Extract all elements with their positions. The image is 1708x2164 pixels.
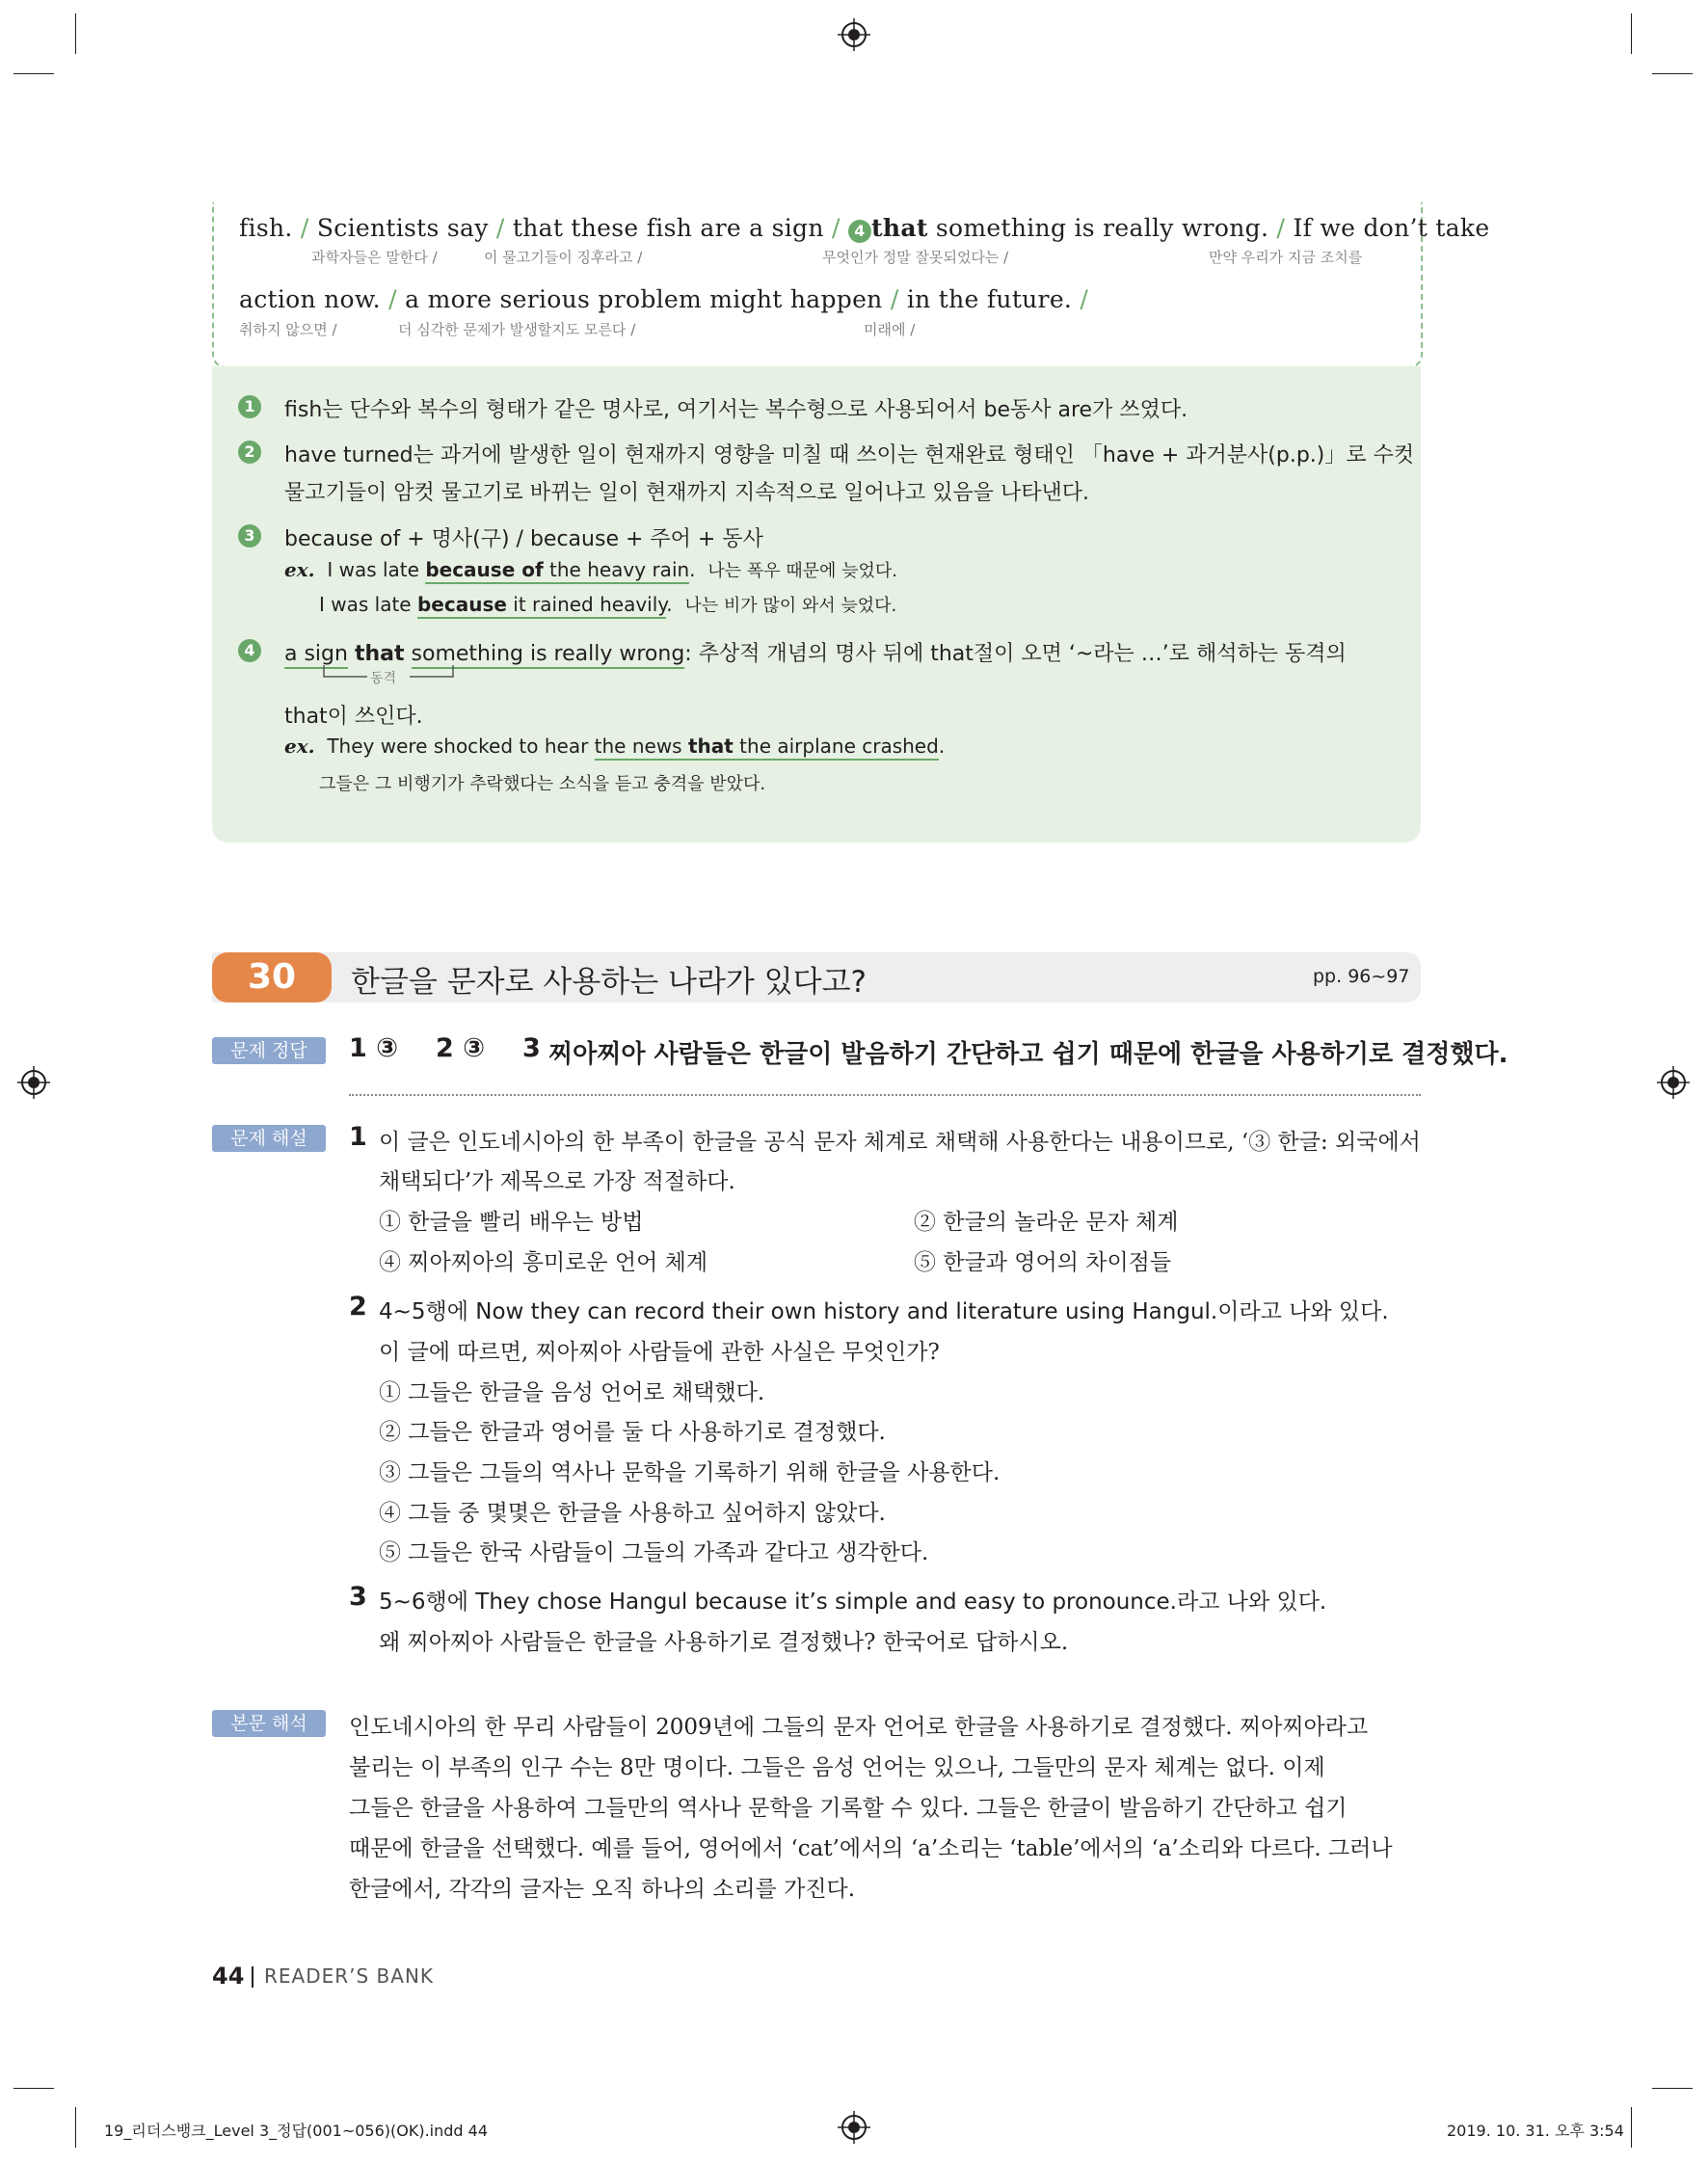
note-number-icon: 4: [238, 639, 261, 662]
crop-mark: [1652, 73, 1693, 74]
option: ⑤ 한글과 영어의 차이점들: [914, 1250, 1172, 1275]
example-sentence: I was late because it rained heavily. 나는 비가 많이 와서 늦었다.: [319, 592, 896, 617]
registration-mark-icon: [838, 18, 870, 51]
note-text: that이 쓰인다.: [284, 705, 423, 729]
example-sentence: ex. I was late because of the heavy rain. 나는 폭우 때문에 늦었다.: [284, 557, 897, 582]
page-number: 44: [212, 1963, 245, 1990]
divider: [349, 1094, 1421, 1096]
note-number-icon: 3: [238, 524, 261, 548]
section-title: 한글을 문자로 사용하는 나라가 있다고?: [351, 965, 867, 1000]
crop-mark: [75, 13, 76, 54]
option: ④ 그들 중 몇몇은 한글을 사용하고 싶어하지 않았다.: [379, 1501, 886, 1526]
print-slug-date: 2019. 10. 31. 오후 3:54: [1447, 2122, 1624, 2140]
translation-line: 한글에서, 각각의 글자는 오직 하나의 소리를 가진다.: [349, 1877, 856, 1902]
gloss: 무엇인가 정말 잘못되었다는 /: [822, 249, 1009, 266]
book-title: READER’S BANK: [264, 1964, 435, 1988]
note-number-icon: 2: [238, 441, 261, 464]
option: ① 한글을 빨리 배우는 방법: [379, 1210, 644, 1235]
passage-line-1: fish. / Scientists say / that these fish are a sign / 4 that something is really wrong. / If we don’t take: [239, 214, 1490, 242]
explanation-text: 5~6행에 They chose Hangul because it’s simple and easy to pronounce.라고 나와 있다.: [379, 1590, 1327, 1615]
option: ③ 그들은 그들의 역사나 문학을 기록하기 위해 한글을 사용한다.: [379, 1460, 1001, 1485]
note-text: a sign that something is really wrong: 추상적 개념의 명사 뒤에 that절이 오면 ‘~라는 …’로 해석하는 동격의: [284, 637, 1347, 667]
option: ② 그들은 한글과 영어를 둘 다 사용하기로 결정했다.: [379, 1420, 886, 1445]
explanation-text: 이 글은 인도네시아의 한 부족이 한글을 공식 문자 체계로 채택해 사용한다는 내용이므로, ‘③ 한글: 외국에서: [379, 1130, 1421, 1155]
note-text: because of + 명사(구) / because + 주어 + 동사: [284, 527, 763, 551]
gloss: 만약 우리가 지금 조치를: [1209, 249, 1363, 266]
gloss: 더 심각한 문제가 발생할지도 모른다 /: [398, 321, 636, 338]
gloss: 과학자들은 말한다 /: [311, 249, 438, 266]
translation-line: 때문에 한글을 선택했다. 예를 들어, 영어에서 ‘cat’에서의 ‘a’소리는 ‘table’에서의 ‘a’소리와 다르다. 그러나: [349, 1836, 1393, 1861]
note-marker-4-icon: 4: [848, 220, 871, 243]
translation-line: 그들은 한글을 사용하여 그들만의 역사나 문학을 기록할 수 있다. 그들은 한글이 발음하기 간단하고 쉽기: [349, 1796, 1348, 1821]
crop-mark: [1631, 2107, 1632, 2148]
option: ⑤ 그들은 한국 사람들이 그들의 가족과 같다고 생각한다.: [379, 1540, 929, 1565]
option: ② 한글의 놀라운 문자 체계: [914, 1210, 1179, 1235]
option: ① 그들은 한글을 음성 언어로 채택했다.: [379, 1380, 765, 1405]
crop-mark: [13, 2088, 54, 2089]
passage-line-2: action now. / a more serious problem might happen / in the future. /: [239, 285, 1089, 313]
footer-divider: [252, 1966, 254, 1988]
crop-mark: [13, 73, 54, 74]
registration-mark-icon: [17, 1066, 50, 1099]
answer-1: 1 ③: [349, 1033, 399, 1063]
explanation-text: 이 글에 따르면, 찌아찌아 사람들에 관한 사실은 무엇인가?: [379, 1340, 940, 1365]
crop-mark: [75, 2107, 76, 2148]
note-text: fish는 단수와 복수의 형태가 같은 명사로, 여기서는 복수형으로 사용되어서 be동사 are가 쓰였다.: [284, 398, 1188, 422]
crop-mark: [1652, 2088, 1693, 2089]
note-text: have turned는 과거에 발생한 일이 현재까지 영향을 미칠 때 쓰이는 현재완료 형태인 「have + 과거분사(p.p.)」로 수컷: [284, 443, 1415, 468]
example-translation: 그들은 그 비행기가 추락했다는 소식을 듣고 충격을 받았다.: [319, 774, 766, 794]
crop-mark: [1631, 13, 1632, 54]
question-number: 3: [349, 1582, 367, 1612]
translation-tag: 본문 해석: [212, 1710, 326, 1737]
gloss: 취하지 않으면 /: [239, 321, 337, 338]
answer-2: 2 ③: [436, 1033, 486, 1063]
appositive-label: 동격: [370, 671, 397, 686]
question-number: 1: [349, 1122, 367, 1152]
answer-3-text: 찌아찌아 사람들은 한글이 발음하기 간단하고 쉽기 때문에 한글을 사용하기로 결정했다.: [548, 1040, 1508, 1069]
explanation-text: 왜 찌아찌아 사람들은 한글을 사용하기로 결정했나? 한국어로 답하시오.: [379, 1630, 1069, 1655]
answer-3-number: 3: [522, 1033, 541, 1063]
registration-mark-icon: [1657, 1066, 1690, 1099]
explanation-text: 4~5행에 Now they can record their own history and literature using Hangul.이라고 나와 있다.: [379, 1299, 1389, 1324]
note-number-icon: 1: [238, 395, 261, 418]
explanation-tag: 문제 해설: [212, 1125, 326, 1152]
explanation-text: 채택되다’가 제목으로 가장 적절하다.: [379, 1169, 735, 1194]
example-sentence: ex. They were shocked to hear the news that the airplane crashed.: [284, 735, 945, 758]
section-number: 30: [212, 952, 332, 1002]
registration-mark-icon: [838, 2111, 870, 2144]
answer-tag: 문제 정답: [212, 1037, 326, 1064]
gloss: 미래에 /: [864, 321, 916, 338]
note-text: 물고기들이 암컷 물고기로 바뀌는 일이 현재까지 지속적으로 일어나고 있음을 나타낸다.: [284, 481, 1090, 505]
section-pages: pp. 96~97: [1313, 966, 1410, 987]
print-slug-file: 19_리더스뱅크_Level 3_정답(001~056)(OK).indd 44: [104, 2122, 489, 2140]
option: ④ 찌아찌아의 흥미로운 언어 체계: [379, 1250, 708, 1275]
gloss: 이 물고기들이 징후라고 /: [484, 249, 643, 266]
translation-line: 인도네시아의 한 무리 사람들이 2009년에 그들의 문자 언어로 한글을 사용하기로 결정했다. 찌아찌아라고: [349, 1715, 1369, 1740]
translation-line: 불리는 이 부족의 인구 수는 8만 명이다. 그들은 음성 언어는 있으나, 그들만의 문자 체계는 없다. 이제: [349, 1755, 1325, 1780]
question-number: 2: [349, 1292, 367, 1322]
